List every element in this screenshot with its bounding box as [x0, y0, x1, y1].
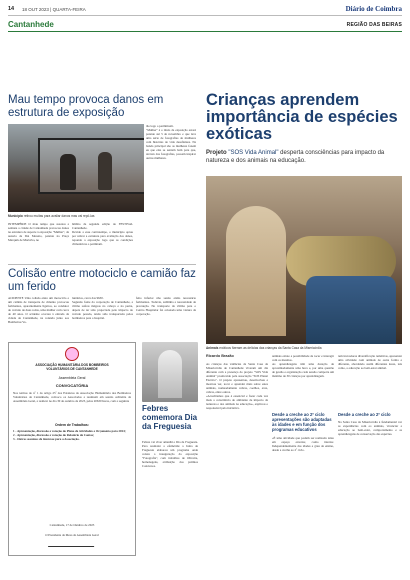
story1-col2: âmbito da segunda edição do FESTIVAL Cantanhede. Devido a esse contratempo, o município optou por retirar a estrutura para avaliação dos danos, repondo a exposição logo que as condições climatéricas o permitam.: [72, 222, 133, 246]
notice-assembly: Assembleia Geral: [58, 376, 86, 380]
story4-caption-text: exóticos fizeram as delícias das crianças da Santa Casa da Misericórdia: [218, 346, 322, 350]
signature-icon: [48, 541, 96, 547]
shield-icon: [65, 347, 79, 361]
story3-photo: [142, 342, 198, 402]
story4-subtitle-quote: "SOS Vida Animal": [226, 150, 279, 156]
story2-col2: luntários, cerca das 9h30. Segundo fonte da corporação de Cantanhede, a vítima sofreu mágoas na cabeça e na perna, depois de ter sido projectada pelo impacto do veículo pesado, tendo sido transportada pelos bombeiros para o hospital.: [72, 296, 133, 320]
page-number: 14: [8, 6, 15, 12]
notice-items: 1 - Apresentação, discussão e votação do Plano de Atividades e Orçamento para 2024; 2 - Apresentação, discussão e votação do Relatório de Contas; 3 - Outros assuntos de interesse para a Associação.: [13, 429, 126, 441]
issue-date: 18 OUT 2023 | QUARTA-FEIRA: [22, 6, 86, 12]
story1-col3-visible: tão logo o permitirem. "Mulher" é o título da exposição estará patente até 5 de novembro e que leva uma série de fotografias de mulheres com histórias de vida desafiantes. Na banda principal são as mulheres fazem eu que elas se sentem bem para que, através das fotografias, possam inspirar outras mulheres.: [144, 124, 196, 262]
story4-col3b: Na Santa Casa da Misericórdia é fundamental ver as experiências com os animais, vivenciar a educação ao bem-estar, comportamento e as aprendizagens de conservação das espécies.: [338, 420, 402, 436]
newspaper-logo: Diário de Coimbra: [345, 5, 402, 13]
story4-subtitle-rest: desperta consciências para impacto da natureza e dos animais na educação.: [206, 150, 385, 164]
story4-col2: animais existe a possibilidade de tocar e interagir com os mesmos. As aprendizagens têm uma duração de aproximadamente uma hora e, por uma questão de gestão e organização cada sessão comporta um máximo de 30 crianças por aprendizagem.: [272, 354, 334, 378]
story4-subtitle-lead: Projeto: [206, 150, 227, 156]
story4-col3: tem inovadoras diversificação temáticas, apresentar uma atividade com animais de outra forma e diferente, abordando assim diferentes áreas, tais como, a educação ao bem-estar animal.: [338, 354, 402, 370]
notice-order-title: Ordem de Trabalhos:: [55, 423, 89, 427]
notice-footer: Cantanhede, 17 de Outubro de 2023: [49, 523, 95, 527]
story1-col1: INTEMPÉRIE O mau tempo que assolou a semana a cidade de Cantanhede provocou danos na estrutura de suporte à exposição "Mulher", da autoria de Dai Moreno, patente na Praça Marquês de Marialva, no: [8, 222, 69, 242]
story4-caption: [206, 346, 402, 350]
section-region: REGIÃO DAS BEIRAS: [346, 22, 402, 28]
notice-sign: O Presidente da Mesa da Assembleia Geral: [45, 533, 99, 537]
section-bar: [8, 20, 402, 32]
section-title: Cantanhede: [8, 20, 54, 29]
story4-col1: As crianças das valências da Santa Casa da Misericórdia de Cantanhede vivaram um dia diferente com a presença do projeto "SOS Vida Animal" promovido pela associação "SOS Planet Exótico". O projeto apresentou, desenvolveu e mostrou ver, tocar e aprender mais sobre estes animais, nomeadamente cobras, coelhos, aves, cabras, entre outros. «Acreditamos que é essencial e fazer cada vez mais a consciência do ambiente de impacto da natureza e dos animais na educação», explicou o responsável pela iniciativa.: [206, 362, 268, 410]
story4-col2b: «É uma atividade que podem ser realizada tanto em espaço exterior, como interior. Independentemente das idades e grau de ensino, desde a creche ao 2º ciclo.: [272, 436, 334, 452]
story2-col3: feito inferior não sendo então necessário ferimentos. Todavia, sublinha a necessidade de precaução. No transporte da vítima para o Centro Hospitalar foi acionada uma viatura da corporação.: [136, 296, 196, 316]
notice-box: [8, 342, 136, 556]
story1-caption-text: retirou muitas para avaliar danos mas vai repô-las: [22, 214, 95, 218]
story2-col1: ACIDENTE Uma colisão entre um motociclo e um camião de transporte de cimento provocou ferimentos, aparentemente ligeiros, ao condutor do veículo de duas rodas, uma mulher com cerca de 40 anos. O acidente ocorreu à entrada da cidade de Cantanhede, na rotunda junto aos Bombeiros Vo-: [8, 296, 69, 324]
story4-subhead1: Desde a creche ao 2º ciclo apresentações são adaptadas às idades e em função dos programas educativos: [272, 412, 332, 432]
page-header: [8, 6, 402, 16]
story3-col1: Febres vai viver amanhã o Dia da Freguesia. Para assinalar a efeméride a Junta de Freguesia elaborou um programa onde consta a inauguração da exposição "Fotografia", com trabalhos de Oliveira, homenagens, atribuição dos prémios Concursos.: [142, 440, 198, 468]
notice-org2: VOLUNTÁRIOS DE CANTANHEDE: [46, 367, 98, 371]
story4-photo: [206, 176, 402, 344]
notice-heading: CONVOCATÓRIA: [55, 383, 89, 388]
story4-headline: Crianças aprendem importância de espécies exóticas: [206, 91, 398, 143]
divider: [8, 264, 196, 265]
story2-headline: Colisão entre motociclo e camião faz um ferido: [8, 268, 196, 293]
story1-headline: Mau tempo provoca danos em estrutura de exposição: [8, 94, 164, 119]
notice-body: Nos termos do nº 1 do artigo 25º dos Estatutos da Associação Humanitária dos Bombeiros Voluntários de Cantanhede, convoco os Associados a reunirem em sessão ordinária da Assembleia Geral, a realizar no dia 30 de outubro de 2023, pelas 20h30 horas, com a seguinte: [13, 391, 131, 403]
story4-subtitle: [206, 150, 402, 165]
story4-caption-lead: Animais: [206, 346, 219, 350]
story4-subhead2: Desde a creche ao 2º ciclo: [338, 412, 391, 417]
story3-headline: Febres comemora Dia da Freguesia: [142, 404, 198, 431]
story4-byline: Ricardo Brazão: [206, 354, 234, 358]
story1-caption-lead: Município: [8, 214, 23, 218]
notice-org1: ASSOCIAÇÃO HUMANITÁRIA DOS BOMBEIROS: [35, 363, 109, 367]
